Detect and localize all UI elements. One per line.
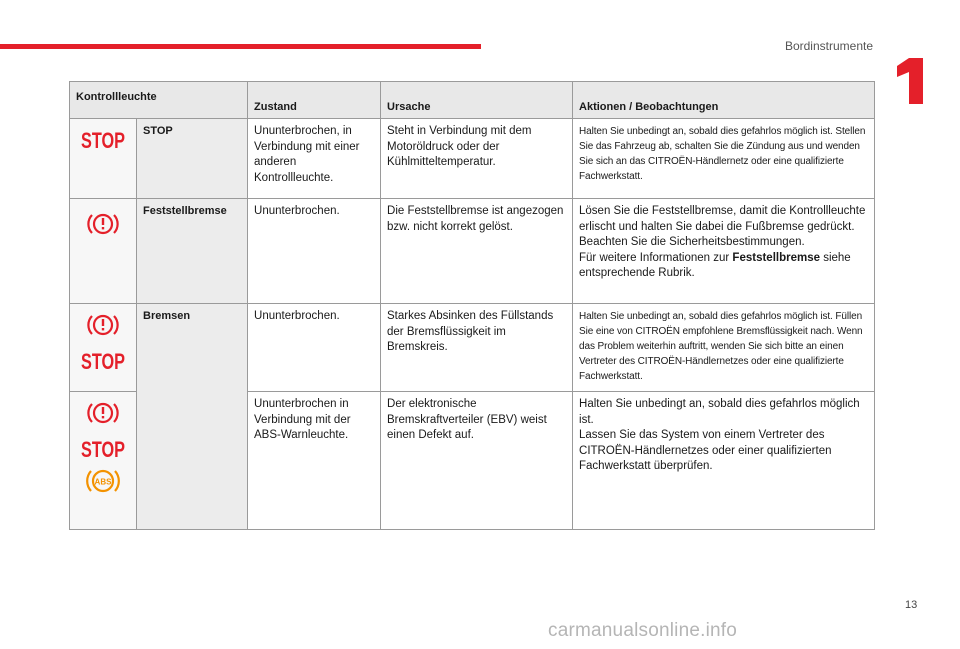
action-line: Beachten Sie die Sicherheitsbestimmungen. bbox=[579, 236, 805, 248]
stop-warning-icon bbox=[80, 438, 126, 460]
lamp-name: Bremsen bbox=[137, 304, 248, 530]
action-line: Lösen Sie die Feststellbremse, damit die Kontrollleuchte erlischt und halten Sie dabei die Fußbremse gedrückt. bbox=[579, 205, 866, 233]
header-kontrollleuchte: Kontrollleuchte bbox=[70, 82, 248, 119]
cause-cell: Steht in Verbindung mit dem Motoröldruck oder der Kühlmitteltemperatur. bbox=[381, 119, 573, 199]
condition-cell: Ununterbrochen, in Verbindung mit einer anderen Kontrollleuchte. bbox=[248, 119, 381, 199]
condition-cell: Ununterbrochen. bbox=[248, 304, 381, 392]
lamp-cell bbox=[70, 199, 137, 304]
action-line: Halten Sie unbedingt an, sobald dies gefahrlos möglich ist. bbox=[579, 398, 860, 426]
chapter-number bbox=[893, 58, 933, 108]
brake-warning-icon bbox=[85, 310, 121, 340]
lamp-cell bbox=[70, 304, 137, 392]
table-row bbox=[70, 119, 875, 199]
stop-warning-icon bbox=[80, 350, 126, 372]
action-text: Für weitere Informationen zur bbox=[579, 251, 733, 264]
table-header-row bbox=[70, 82, 875, 119]
cause-cell: Starkes Absinken des Füllstands der Bremsflüssigkeit im Bremskreis. bbox=[381, 304, 573, 392]
brake-warning-icon bbox=[85, 398, 121, 428]
action-cell: Halten Sie unbedingt an, sobald dies gefahrlos möglich ist. Füllen Sie eine von CITROËN empfohlene Bremsflüssigkeit nach. Wenn das Problem weiterhin auftritt, wenden Sie sich bitte an einen Vertreter des CITROËN-Händlernetzes oder eine qualifizierte Fachwerkstatt. bbox=[573, 304, 875, 392]
action-text: siehe entsprechende Rubrik. bbox=[579, 251, 851, 279]
lamp-name: Feststellbremse bbox=[137, 199, 248, 304]
condition-cell: Ununterbrochen in Verbindung mit der ABS-Warnleuchte. bbox=[248, 392, 381, 530]
condition-cell: Ununterbrochen. bbox=[248, 199, 381, 304]
action-cell bbox=[573, 392, 875, 530]
lamp-name: STOP bbox=[137, 119, 248, 199]
abs-warning-icon bbox=[83, 464, 123, 498]
cause-cell: Der elektronische Bremskraftverteiler (EBV) weist einen Defekt auf. bbox=[381, 392, 573, 530]
section-title: Bordinstrumente bbox=[784, 39, 873, 53]
cause-cell: Die Feststellbremse ist angezogen bzw. nicht korrekt gelöst. bbox=[381, 199, 573, 304]
table-row bbox=[70, 304, 875, 392]
svg-text:STOP: STOP bbox=[81, 128, 125, 153]
action-line bbox=[579, 251, 868, 282]
header-zustand: Zustand bbox=[248, 82, 381, 119]
table-row bbox=[70, 199, 875, 304]
header-aktionen: Aktionen / Beobachtungen bbox=[573, 82, 875, 119]
action-line: Lassen Sie das System von einem Vertreter des CITROËN-Händlernetzes oder einer qualifizierten Fachwerkstatt überprüfen. bbox=[579, 429, 832, 472]
stop-warning-icon bbox=[80, 129, 126, 151]
lamp-cell bbox=[70, 392, 137, 530]
page-number: 13 bbox=[905, 599, 918, 611]
svg-text:STOP: STOP bbox=[81, 348, 125, 374]
svg-text:ABS: ABS bbox=[94, 477, 112, 486]
warning-lights-table bbox=[69, 81, 875, 530]
header-ursache: Ursache bbox=[381, 82, 573, 119]
action-cell bbox=[573, 199, 875, 304]
action-bold-text: Feststellbremse bbox=[732, 251, 820, 264]
svg-text:STOP: STOP bbox=[81, 436, 125, 462]
red-header-bar bbox=[0, 44, 481, 49]
brake-warning-icon bbox=[85, 209, 121, 239]
action-cell: Halten Sie unbedingt an, sobald dies gefahrlos möglich ist. Stellen Sie das Fahrzeug ab, schalten Sie die Zündung aus und wenden Sie sich an das CITROËN-Händlernetz oder eine qualifizierte Fachwerkstatt. bbox=[573, 119, 875, 199]
chapter-number-glyph bbox=[893, 58, 933, 108]
watermark: carmanualsonline.info bbox=[548, 620, 738, 641]
lamp-cell bbox=[70, 119, 137, 199]
